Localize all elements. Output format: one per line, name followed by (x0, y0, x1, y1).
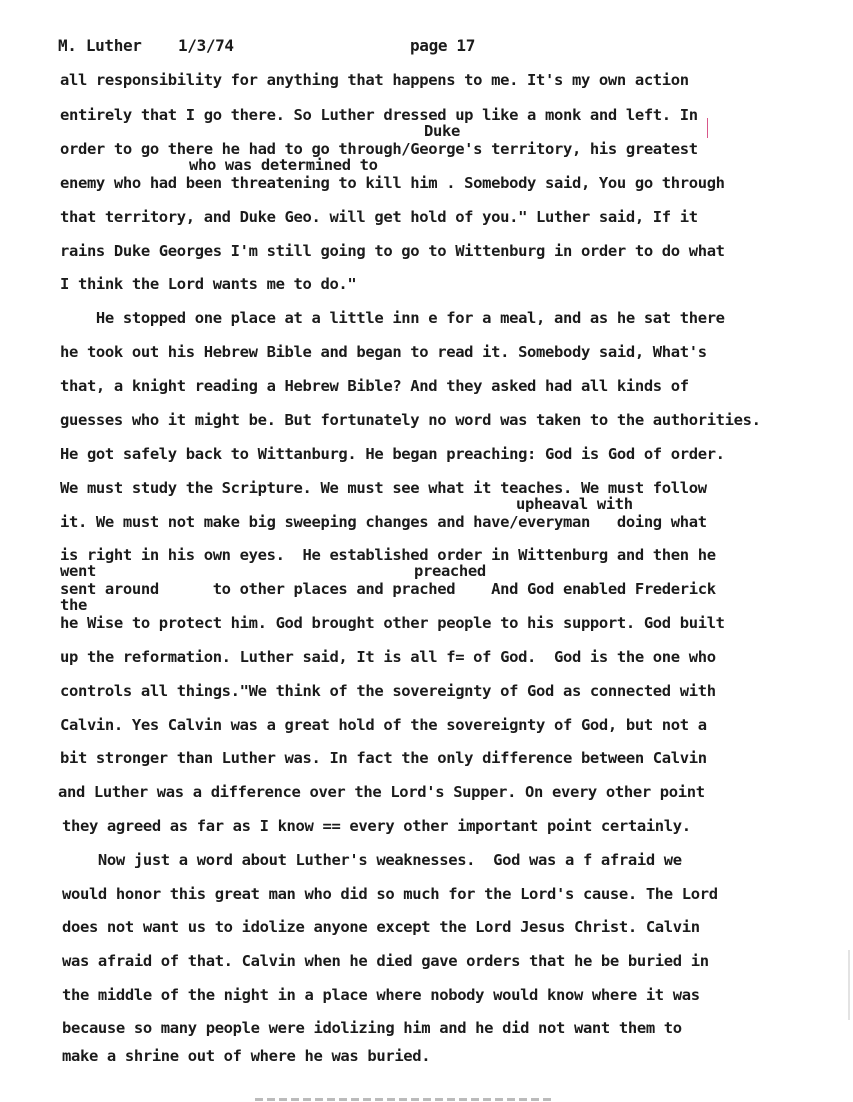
body-line: up the reformation. Luther said, It is all f= of God. God is the one who (60, 648, 716, 666)
body-line: that territory, and Duke Geo. will get hold of you." Luther said, If it (60, 208, 698, 226)
handwritten-insertion: preached (414, 562, 486, 580)
body-line: does not want us to idolize anyone except the Lord Jesus Christ. Calvin (62, 918, 700, 936)
bottom-scan-rule (255, 1098, 555, 1101)
body-line: order to go there he had to go through/George's territory, his greatest (60, 140, 698, 158)
body-line: was afraid of that. Calvin when he died gave orders that he be buried in (62, 952, 709, 970)
header-date: 1/3/74 (178, 36, 234, 55)
body-line: He stopped one place at a little inn e for a meal, and as he sat there (60, 309, 725, 327)
handwritten-insertion: upheaval with (516, 495, 633, 513)
handwritten-insertion: who was determined to (189, 156, 378, 174)
body-line: Calvin. Yes Calvin was a great hold of the sovereignty of God, but not a (60, 716, 707, 734)
body-line: would honor this great man who did so much for the Lord's cause. The Lord (62, 885, 718, 903)
body-line: he took out his Hebrew Bible and began to read it. Somebody said, What's (60, 343, 707, 361)
body-line: bit stronger than Luther was. In fact the only difference between Calvin (60, 749, 707, 767)
body-line: that, a knight reading a Hebrew Bible? And they asked had all kinds of (60, 377, 689, 395)
body-line: make a shrine out of where he was buried. (62, 1047, 431, 1065)
scan-edge-mark (848, 950, 850, 1020)
body-line: and Luther was a difference over the Lord's Supper. On every other point (58, 783, 705, 801)
pen-mark (707, 118, 708, 138)
handwritten-insertion: Duke (424, 122, 460, 140)
body-line: guesses who it might be. But fortunately no word was taken to the authorities. (60, 411, 761, 429)
body-line: it. We must not make big sweeping changes and have/everyman doing what (60, 513, 707, 531)
handwritten-insertion: went (60, 562, 96, 580)
body-line: all responsibility for anything that happens to me. It's my own action (60, 71, 689, 89)
body-line: they agreed as far as I know == every other important point certainly. (62, 817, 691, 835)
handwritten-insertion: the (60, 596, 87, 614)
body-line: Now just a word about Luther's weaknesses. God was a f afraid we (62, 851, 682, 869)
body-line: He got safely back to Wittanburg. He began preaching: God is God of order. (60, 445, 725, 463)
body-line: because so many people were idolizing him and he did not want them to (62, 1019, 682, 1037)
body-line: the middle of the night in a place where nobody would know where it was (62, 986, 700, 1004)
body-line: rains Duke Georges I'm still going to go to Wittenburg in order to do what (60, 242, 725, 260)
body-line: is right in his own eyes. He established order in Wittenburg and then he (60, 546, 716, 564)
body-line: he Wise to protect him. God brought other people to his support. God built (60, 614, 725, 632)
body-line: sent around to other places and prached And God enabled Frederick (60, 580, 716, 598)
body-line: enemy who had been threatening to kill him . Somebody said, You go through (60, 174, 725, 192)
body-line: controls all things."We think of the sovereignty of God as connected with (60, 682, 716, 700)
body-line: We must study the Scripture. We must see what it teaches. We must follow (60, 479, 707, 497)
header-page-number: page 17 (410, 36, 475, 55)
header-author: M. Luther (58, 36, 142, 55)
body-line: entirely that I go there. So Luther dressed up like a monk and left. In (60, 106, 698, 124)
body-line: I think the Lord wants me to do." (60, 275, 357, 293)
